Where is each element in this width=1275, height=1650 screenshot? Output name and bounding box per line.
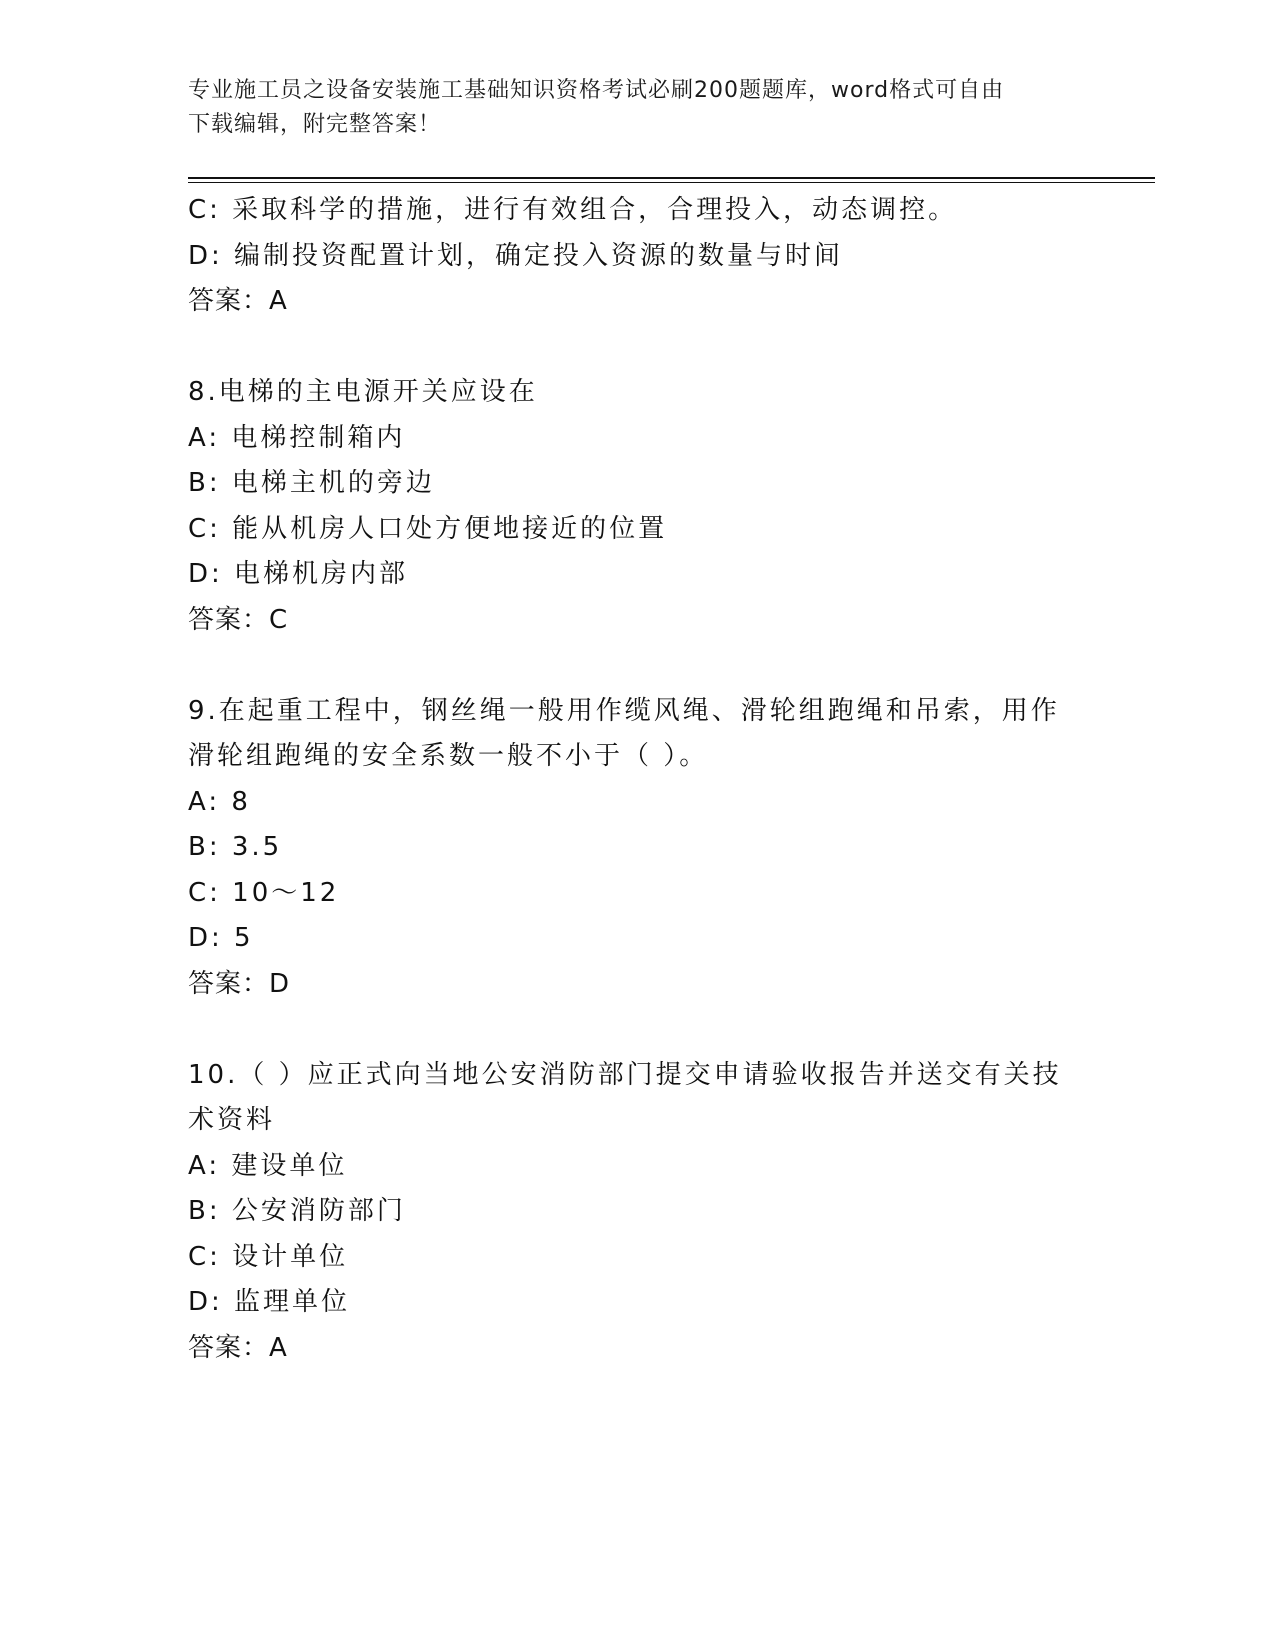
question-stem-line-2: 术资料 [188, 1105, 276, 1135]
option-c: C: 采取科学的措施，进行有效组合，合理投入，动态调控。 [188, 195, 958, 225]
option-c: C: 10～12 [188, 877, 340, 908]
option-a: A: 电梯控制箱内 [188, 422, 406, 453]
answer-label: 答案：D [188, 968, 291, 999]
header-line-1: 专业施工员之设备安装施工基础知识资格考试必刷200题题库，word格式可自由 [188, 78, 1005, 103]
spacer [188, 325, 1088, 371]
option-b: B: 电梯主机的旁边 [188, 468, 435, 498]
question-9 [188, 689, 1088, 1008]
option-b: B: 公安消防部门 [188, 1196, 406, 1226]
question-7-tail [188, 188, 1088, 325]
answer-label: 答案：A [188, 1332, 288, 1363]
option-d: D: 编制投资配置计划，确定投入资源的数量与时间 [188, 240, 844, 271]
option-d: D: 监理单位 [188, 1287, 351, 1317]
option-a: A: 建设单位 [188, 1150, 348, 1181]
question-stem: 8.电梯的主电源开关应设在 [188, 377, 538, 407]
header-rule-thick [188, 177, 1155, 179]
header-line-2: 下载编辑，附完整答案！ [188, 112, 442, 137]
question-stem-line-2: 滑轮组跑绳的安全系数一般不小于（ ）。 [188, 741, 709, 771]
spacer [188, 643, 1088, 689]
question-8 [188, 370, 1088, 643]
question-10 [188, 1053, 1088, 1372]
option-a: A: 8 [188, 786, 251, 817]
option-c: C: 能从机房人口处方便地接近的位置 [188, 513, 668, 544]
option-d: D: 电梯机房内部 [188, 559, 409, 589]
option-b: B: 3.5 [188, 832, 283, 862]
question-list [188, 188, 1088, 1371]
header-rule-thin [188, 182, 1155, 183]
option-d: D: 5 [188, 923, 254, 953]
question-stem-line-1: 9.在起重工程中，钢丝绳一般用作缆风绳、滑轮组跑绳和吊索，用作 [188, 695, 1060, 726]
answer-label: 答案：A [188, 286, 288, 316]
question-stem-line-1: 10.（ ）应正式向当地公安消防部门提交申请验收报告并送交有关技 [188, 1059, 1062, 1090]
document-header [188, 74, 1088, 142]
answer-label: 答案：C [188, 604, 289, 635]
spacer [188, 1007, 1088, 1053]
option-c: C: 设计单位 [188, 1241, 349, 1272]
